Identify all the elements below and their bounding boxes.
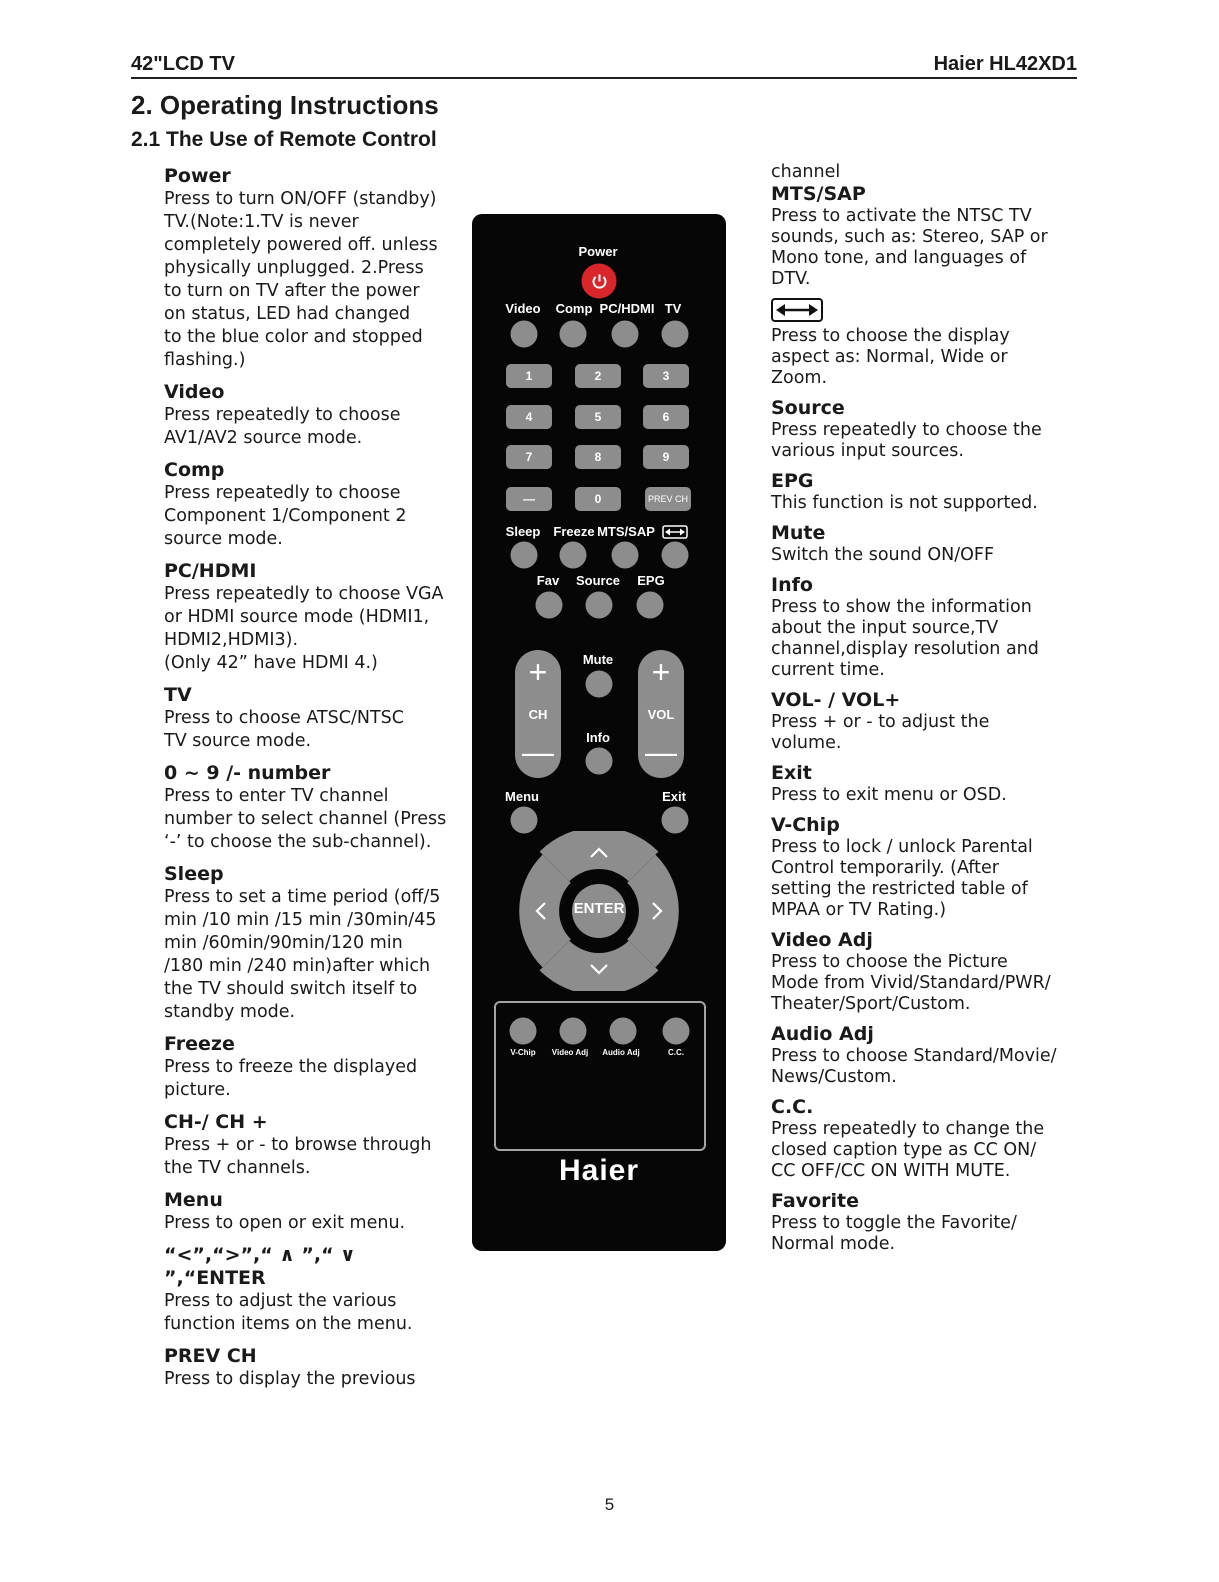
- section-number: [164, 762, 454, 854]
- section-audio-adj: [771, 1023, 1061, 1088]
- aspect-ratio-icon: [771, 298, 823, 322]
- info-button: [586, 748, 613, 775]
- cc-label: C.C.: [668, 1048, 684, 1057]
- section-title: Menu: [164, 1189, 223, 1211]
- exit-label: Exit: [662, 789, 686, 804]
- dash-key: —: [506, 487, 552, 511]
- prev-ch-key: PREV CH: [645, 487, 691, 511]
- section-title: VOL- / VOL+: [771, 689, 901, 711]
- power-icon: [590, 272, 608, 290]
- section-body: Press + or - to adjust the volume.: [771, 712, 990, 753]
- epg-button: [637, 592, 664, 619]
- section-comp: [164, 459, 454, 551]
- number-key-4: 4: [506, 405, 552, 429]
- section-heading: 2. Operating Instructions: [131, 90, 439, 120]
- menu-button: [511, 807, 538, 834]
- section-body: Press repeatedly to change the closed caption type as CC ON/ CC OFF/CC ON WITH MUTE.: [771, 1119, 1045, 1181]
- comp-button: [560, 321, 587, 348]
- aspect-ratio-icon: [662, 525, 688, 539]
- freeze-button: [560, 542, 587, 569]
- section-tv: [164, 684, 454, 753]
- header-model-size: 42"LCD TV: [131, 53, 235, 75]
- section-title: PREV CH: [164, 1345, 257, 1367]
- v-chip-label: V-Chip: [510, 1048, 536, 1057]
- section-body: Press to freeze the displayed picture.: [164, 1057, 418, 1100]
- section-title: Power: [164, 165, 231, 187]
- fav-label: Fav: [536, 573, 560, 588]
- section-body: Press to open or exit menu.: [164, 1213, 406, 1233]
- section-title: V-Chip: [771, 814, 840, 836]
- section-body: Press repeatedly to choose AV1/AV2 source mode.: [164, 405, 401, 448]
- pc-hdmi-button: [612, 321, 639, 348]
- number-key-8: 8: [575, 445, 621, 469]
- section-body: Press to choose the Picture Mode from Vivid/Standard/PWR/ Theater/Sport/Custom.: [771, 952, 1051, 1014]
- sleep-label: Sleep: [505, 524, 541, 539]
- vol-minus: —: [645, 734, 677, 770]
- section-title: Freeze: [164, 1033, 235, 1055]
- section-body: Press to choose ATSC/NTSC TV source mode.: [164, 708, 404, 751]
- power-label: Power: [578, 244, 618, 259]
- mute-label: Mute: [582, 652, 614, 667]
- section-video: [164, 381, 454, 450]
- video-adj-button: [560, 1018, 587, 1045]
- header-model-name: Haier HL42XD1: [933, 53, 1077, 75]
- section-v-chip: [771, 814, 1061, 921]
- tv-button: [662, 321, 689, 348]
- section-body: Press to set a time period (off/5 min /10 min /15 min /30min/45 min /60min/90min/120 min /180 min /240 min)after which the TV should switch itself to standby mode.: [164, 887, 441, 1022]
- section-title: Comp: [164, 459, 225, 481]
- section-body: This function is not supported.: [771, 493, 1038, 513]
- section-title: Mute: [771, 522, 826, 544]
- comp-label: Comp: [555, 301, 593, 316]
- section-ch: [164, 1111, 454, 1180]
- section-body: Press repeatedly to choose Component 1/Component 2 source mode.: [164, 483, 407, 549]
- v-chip-button: [510, 1018, 537, 1045]
- section-body: Press to display the previous: [164, 1369, 416, 1389]
- section-title: TV: [164, 684, 192, 706]
- exit-button: [662, 807, 689, 834]
- epg-label: EPG: [637, 573, 665, 588]
- source-button: [586, 592, 613, 619]
- section-pc-hdmi: [164, 560, 454, 675]
- number-key-7: 7: [506, 445, 552, 469]
- video-label: Video: [505, 301, 541, 316]
- section-menu: [164, 1189, 454, 1235]
- volume-rocker: [638, 650, 684, 778]
- section-body: Press to adjust the various function items on the menu.: [164, 1291, 413, 1334]
- source-label: Source: [575, 573, 621, 588]
- section-title: 0 ~ 9 /- number: [164, 762, 331, 784]
- section-favorite: [771, 1190, 1061, 1255]
- section-exit: [771, 762, 1061, 806]
- number-key-3: 3: [643, 364, 689, 388]
- section-epg: [771, 470, 1061, 514]
- section-body: Press repeatedly to choose the various input sources.: [771, 420, 1042, 461]
- section-title: CH-/ CH +: [164, 1111, 268, 1133]
- section-body: Press to turn ON/OFF (standby) TV.(Note:1.TV is never completely powered off. unless physically unplugged. 2.Press to turn on TV after the power on status, LED had changed to the blue color and stopped flashing.): [164, 189, 438, 370]
- section-title: Sleep: [164, 863, 224, 885]
- enter-label: ENTER: [573, 900, 625, 917]
- fav-button: [536, 592, 563, 619]
- number-key-9: 9: [643, 445, 689, 469]
- video-button: [511, 321, 538, 348]
- mts-sap-label: MTS/SAP: [597, 524, 655, 539]
- section-title: Video: [164, 381, 225, 403]
- section-title: Info: [771, 574, 813, 596]
- aspect-button: [662, 542, 689, 569]
- section-sleep: [164, 863, 454, 1024]
- section-title: Exit: [771, 762, 812, 784]
- brand-logo: Haier: [558, 1154, 640, 1187]
- section-info: [771, 574, 1061, 681]
- channel-rocker: [515, 650, 561, 778]
- audio-adj-button: [610, 1018, 637, 1045]
- section-body: Press + or - to browse through the TV channels.: [164, 1135, 432, 1178]
- section-title: Video Adj: [771, 929, 873, 951]
- number-key-0: 0: [575, 487, 621, 511]
- section-body: Press to choose Standard/Movie/ News/Custom.: [771, 1046, 1057, 1087]
- section-mute: [771, 522, 1061, 566]
- section-body: Press to show the information about the input source,TV channel,display resolution and current time.: [771, 597, 1039, 680]
- ch-minus: —: [522, 734, 554, 770]
- section-vol: [771, 689, 1061, 754]
- freeze-label: Freeze: [553, 524, 595, 539]
- number-key-1: 1: [506, 364, 552, 388]
- section-body: Press to toggle the Favorite/ Normal mode.: [771, 1213, 1017, 1254]
- subsection-heading: 2.1 The Use of Remote Control: [131, 128, 437, 151]
- menu-label: Menu: [505, 789, 539, 804]
- section-body: Press to lock / unlock Parental Control temporarily. (After setting the restricted table of MPAA or TV Rating.): [771, 837, 1033, 920]
- section-body: Switch the sound ON/OFF: [771, 545, 995, 565]
- section-title: C.C.: [771, 1096, 814, 1118]
- section-body: Press repeatedly to choose VGA or HDMI source mode (HDMI1, HDMI2,HDMI3). (Only 42” have HDMI 4.): [164, 584, 444, 673]
- right-column: [771, 162, 1061, 1263]
- section-body: Press to choose the display aspect as: Normal, Wide or Zoom.: [771, 326, 1010, 388]
- page-header: [131, 52, 1077, 79]
- ch-plus: +: [528, 654, 548, 690]
- number-key-5: 5: [575, 405, 621, 429]
- section-prev-ch: [164, 1345, 454, 1391]
- section-aspect: [771, 298, 1061, 389]
- continuation-text: channel: [771, 162, 841, 182]
- section-title: Audio Adj: [771, 1023, 874, 1045]
- section-body: Press to exit menu or OSD.: [771, 785, 1007, 805]
- mute-button: [586, 671, 613, 698]
- vol-plus: +: [651, 654, 671, 690]
- video-adj-label: Video Adj: [551, 1048, 589, 1057]
- section-freeze: [164, 1033, 454, 1102]
- tv-label: TV: [664, 301, 682, 316]
- number-key-2: 2: [575, 364, 621, 388]
- section-title: Favorite: [771, 1190, 859, 1212]
- section-title: PC/HDMI: [164, 560, 257, 582]
- section-source: [771, 397, 1061, 462]
- section-mts-sap: [771, 183, 1061, 290]
- audio-adj-label: Audio Adj: [602, 1048, 640, 1057]
- ch-label: CH: [528, 707, 548, 722]
- section-video-adj: [771, 929, 1061, 1015]
- left-column: [164, 165, 454, 1400]
- section-title: Source: [771, 397, 845, 419]
- mts-sap-button: [612, 542, 639, 569]
- vol-label: VOL: [647, 707, 675, 722]
- section-title: MTS/SAP: [771, 183, 866, 205]
- section-body: Press to enter TV channel number to select channel (Press ‘-’ to choose the sub-channel).: [164, 786, 447, 852]
- remote-control-illustration: [472, 214, 726, 1251]
- section-title: EPG: [771, 470, 814, 492]
- pc-hdmi-label: PC/HDMI: [599, 301, 655, 316]
- section-navigation: [164, 1244, 454, 1336]
- info-label: Info: [586, 730, 610, 745]
- section-power: [164, 165, 454, 372]
- cc-button: [663, 1018, 690, 1045]
- number-key-6: 6: [643, 405, 689, 429]
- sleep-button: [511, 542, 538, 569]
- section-body: Press to activate the NTSC TV sounds, such as: Stereo, SAP or Mono tone, and languages of DTV.: [771, 206, 1048, 289]
- power-button: [582, 264, 617, 299]
- section-cc: [771, 1096, 1061, 1182]
- page-number: 5: [604, 1495, 615, 1514]
- section-title: “<”,“>”,“ ∧ ”,“ ∨ ”,“ENTER: [164, 1244, 356, 1289]
